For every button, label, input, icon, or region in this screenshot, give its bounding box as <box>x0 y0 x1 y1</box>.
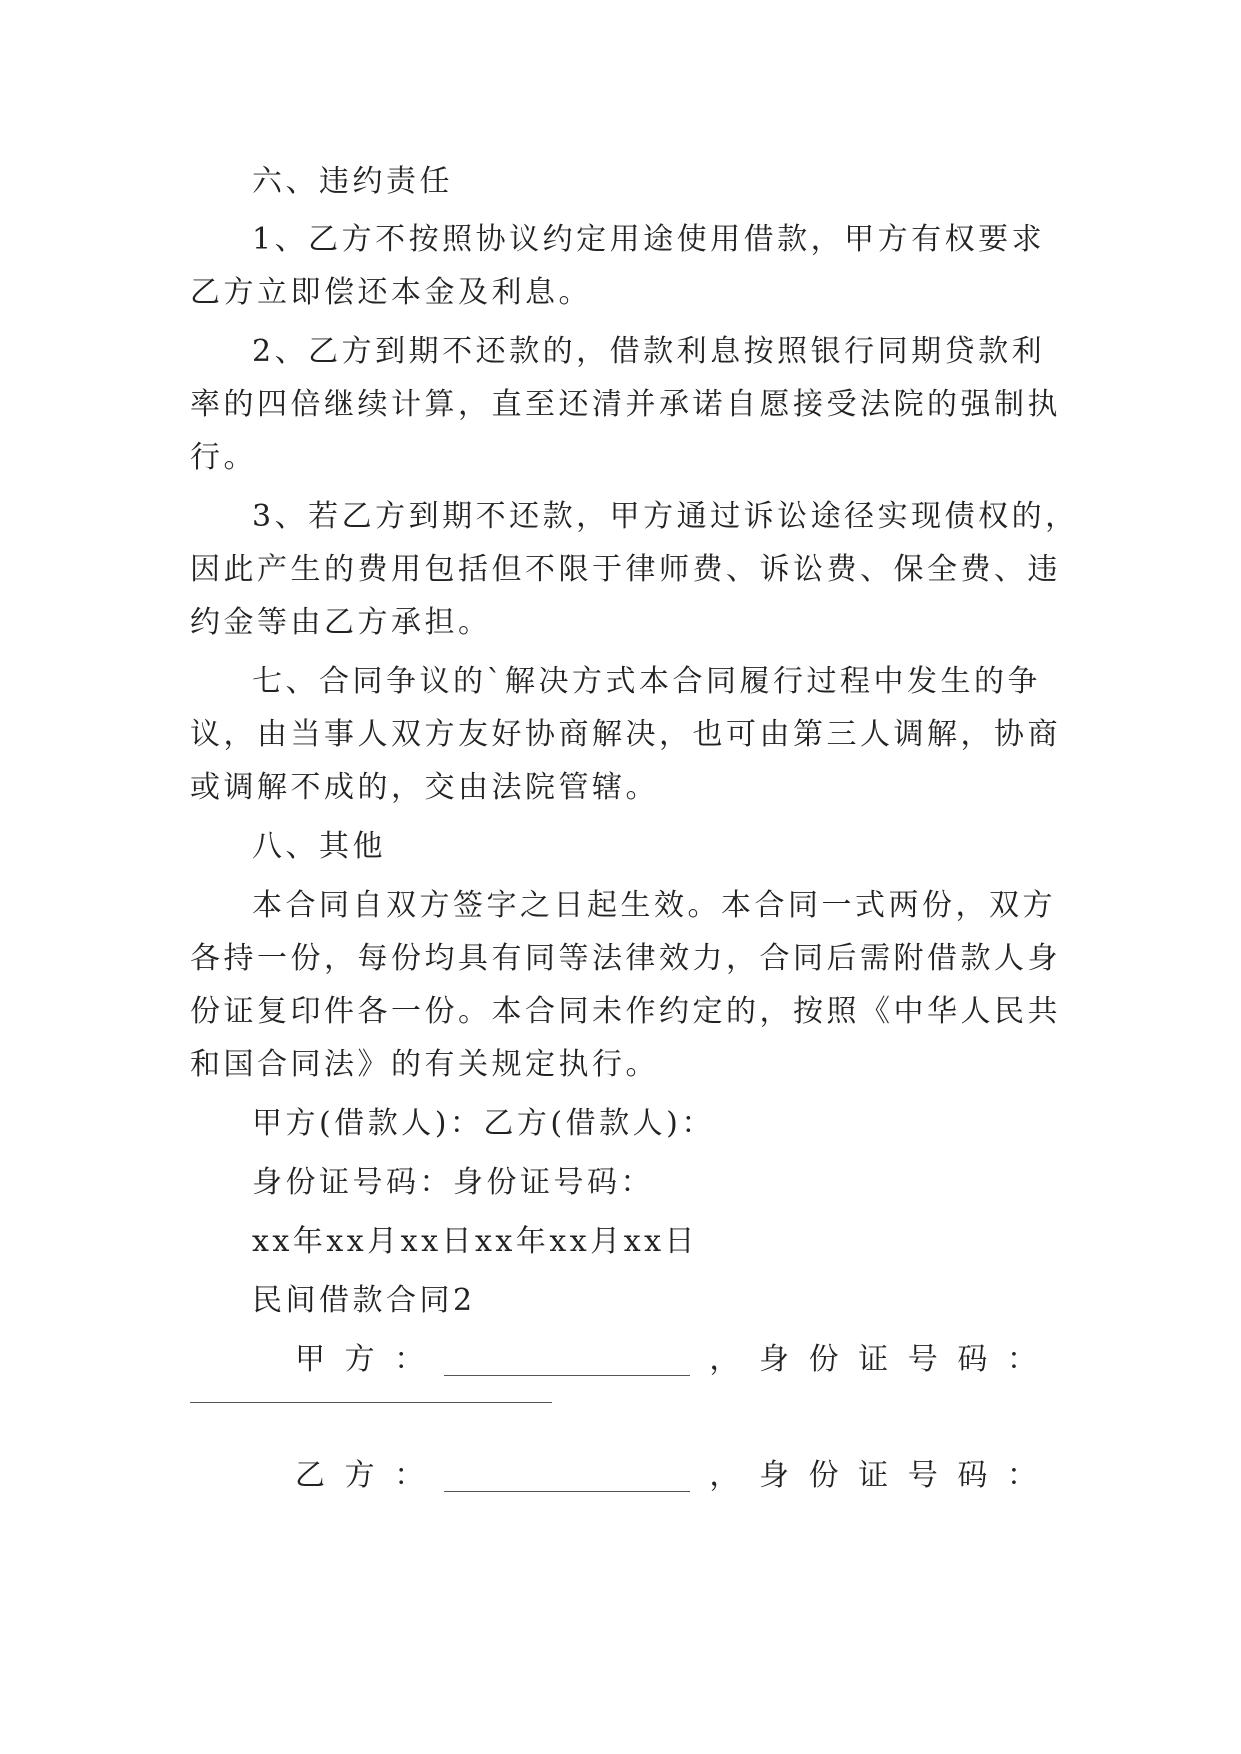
party-a-name-blank[interactable] <box>444 1345 690 1376</box>
party-b-row <box>295 1454 1037 1498</box>
signature-date-line: xx年xx月xx日xx年xx月xx日 <box>252 1224 699 1259</box>
section-heading-6: 六、违约责任 <box>252 164 453 199</box>
paragraph-line: 或调解不成的，交由法院管辖。 <box>190 770 659 805</box>
paragraph-line: 乙方立即偿还本金及利息。 <box>190 275 592 310</box>
paragraph-line: 率的四倍继续计算，直至还清并承诺自愿接受法院的强制执 <box>190 387 1061 422</box>
party-b-char: 方 <box>344 1458 375 1493</box>
party-b-char: ， <box>709 1458 740 1493</box>
paragraph-line: 2、乙方到期不还款的，借款利息按照银行同期贷款利 <box>252 334 1046 369</box>
paragraph-line: 行。 <box>190 440 257 475</box>
party-a-id-blank[interactable] <box>190 1402 552 1403</box>
party-a-char: ： <box>394 1342 425 1377</box>
paragraph-line: 份证复印件各一份。本合同未作约定的，按照《中华人民共 <box>190 994 1061 1029</box>
contract-title-2: 民间借款合同2 <box>252 1283 476 1318</box>
party-a-char: 号 <box>907 1342 938 1377</box>
signature-party-line: 甲方(借款人)：乙方(借款人)： <box>252 1106 715 1141</box>
party-a-char: ： <box>1006 1342 1037 1377</box>
paragraph-line: 3、若乙方到期不还款，甲方通过诉讼途径实现债权的， <box>252 499 1079 534</box>
party-a-char: 身 <box>758 1342 789 1377</box>
party-b-char: 号 <box>907 1458 938 1493</box>
paragraph-line: 因此产生的费用包括但不限于律师费、诉讼费、保全费、违 <box>190 552 1061 587</box>
paragraph-line: 本合同自双方签字之日起生效。本合同一式两份，双方 <box>252 888 1056 923</box>
party-b-char: 乙 <box>295 1458 325 1493</box>
party-b-char: ： <box>394 1458 425 1493</box>
party-a-char: ， <box>709 1342 740 1377</box>
party-b-char: 份 <box>808 1458 839 1493</box>
paragraph-line: 和国合同法》的有关规定执行。 <box>190 1047 659 1082</box>
section-heading-8: 八、其他 <box>252 829 386 864</box>
party-a-row <box>295 1338 1037 1382</box>
party-b-char: 身 <box>758 1458 789 1493</box>
paragraph-line: 议，由当事人双方友好协商解决，也可由第三人调解，协商 <box>190 717 1061 752</box>
party-a-char: 甲 <box>295 1342 325 1377</box>
paragraph-line: 约金等由乙方承担。 <box>190 605 492 640</box>
party-a-char: 份 <box>808 1342 839 1377</box>
party-a-char: 证 <box>858 1342 889 1377</box>
party-b-name-blank[interactable] <box>444 1461 690 1492</box>
section-heading-7: 七、合同争议的`解决方式本合同履行过程中发生的争 <box>252 664 1041 699</box>
paragraph-line: 1、乙方不按照协议约定用途使用借款，甲方有权要求 <box>252 222 1046 257</box>
paragraph-line: 各持一份，每份均具有同等法律效力，合同后需附借款人身 <box>190 941 1061 976</box>
party-a-char: 码 <box>957 1342 988 1377</box>
party-b-char: 码 <box>957 1458 988 1493</box>
party-b-char: 证 <box>858 1458 889 1493</box>
party-a-char: 方 <box>344 1342 375 1377</box>
party-b-char: ： <box>1006 1458 1037 1493</box>
signature-id-line: 身份证号码：身份证号码： <box>252 1165 654 1200</box>
